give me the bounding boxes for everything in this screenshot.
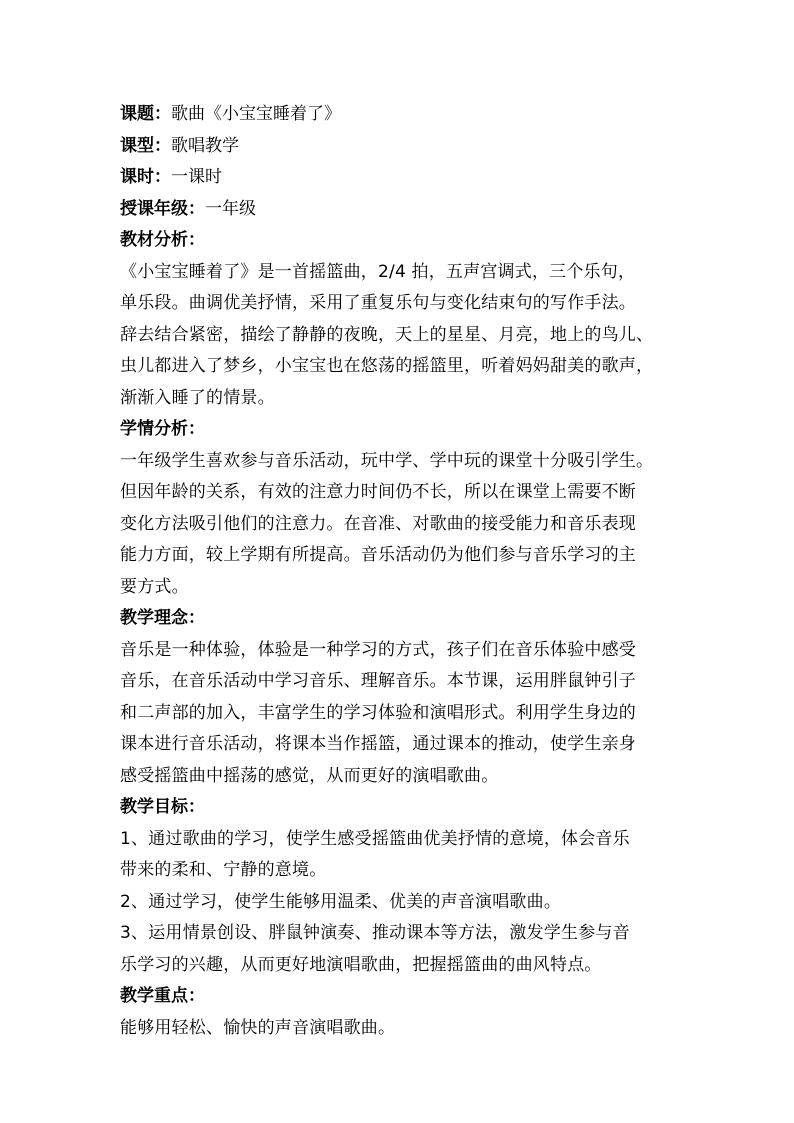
paragraph-line: 一年级学生喜欢参与音乐活动，玩中学、学中玩的课堂十分吸引学生。 bbox=[120, 450, 654, 471]
section-body-keypoints bbox=[120, 1013, 680, 1045]
paragraph-line: 音乐，在音乐活动中学习音乐、理解音乐。本节课，运用胖鼠钟引子 bbox=[120, 671, 636, 691]
paragraph-line: 能力方面，较上学期有所提高。音乐活动仍为他们参与音乐学习的主 bbox=[120, 545, 636, 565]
paragraph-line: 但因年龄的关系，有效的注意力时间仍不长，所以在课堂上需要不断 bbox=[120, 482, 636, 502]
section-body-material bbox=[120, 257, 680, 415]
paragraph-line: 带来的柔和、宁静的意境。 bbox=[120, 860, 327, 880]
paragraph-line: 要方式。 bbox=[120, 576, 189, 597]
section-heading-goals: 教学目标： bbox=[120, 797, 205, 817]
section-body-philosophy bbox=[120, 635, 680, 793]
section-body-students bbox=[120, 446, 680, 604]
section-heading-material: 教材分析： bbox=[120, 230, 205, 250]
section-heading-students: 学情分析： bbox=[120, 419, 205, 439]
paragraph-line: 单乐段。曲调优美抒情，采用了重复乐句与变化结束句的写作手法。 bbox=[120, 293, 636, 313]
meta-topic bbox=[120, 99, 680, 131]
paragraph-line: 音乐是一种体验，体验是一种学习的方式，孩子们在音乐体验中感受 bbox=[120, 639, 636, 660]
paragraph-line: 3、运用情景创设、胖鼠钟演奏、推动课本等方法，激发学生参与音 bbox=[120, 923, 630, 943]
meta-grade bbox=[120, 194, 680, 226]
paragraph-line: 变化方法吸引他们的注意力。在音准、对歌曲的接受能力和音乐表现 bbox=[120, 513, 636, 534]
lesson-plan-body bbox=[120, 99, 680, 1044]
meta-type bbox=[120, 131, 680, 163]
paragraph-line: 《小宝宝睡着了》是一首摇篮曲，2/4 拍，五声宫调式，三个乐句， bbox=[120, 261, 636, 282]
section-heading-keypoints: 教学重点： bbox=[120, 986, 205, 1006]
meta-period bbox=[120, 162, 680, 194]
meta-topic-value: 歌曲《小宝宝睡着了》 bbox=[171, 104, 341, 124]
meta-grade-value: 一年级 bbox=[205, 198, 256, 219]
paragraph-line: 虫儿都进入了梦乡，小宝宝也在悠荡的摇篮里，听着妈妈甜美的歌声， bbox=[120, 356, 654, 376]
meta-type-value: 歌唱教学 bbox=[171, 135, 239, 156]
paragraph-line: 能够用轻松、愉快的声音演唱歌曲。 bbox=[120, 1017, 396, 1038]
paragraph-line: 辞去结合紧密，描绘了静静的夜晚，天上的星星、月亮，地上的鸟儿、 bbox=[120, 324, 654, 345]
meta-period-value: 一课时 bbox=[171, 167, 222, 187]
meta-type-label: 课型： bbox=[120, 135, 171, 156]
paragraph-line: 渐渐入睡了的情景。 bbox=[120, 387, 275, 408]
meta-topic-label: 课题： bbox=[120, 104, 171, 124]
meta-grade-label: 授课年级： bbox=[120, 198, 205, 219]
paragraph-line: 2、通过学习，使学生能够用温柔、优美的声音演唱歌曲。 bbox=[120, 891, 562, 912]
paragraph-line: 1、通过歌曲的学习，使学生感受摇篮曲优美抒情的意境，体会音乐 bbox=[120, 828, 630, 849]
section-body-goals bbox=[120, 824, 680, 982]
meta-period-label: 课时： bbox=[120, 167, 171, 187]
paragraph-line: 和二声部的加入，丰富学生的学习体验和演唱形式。利用学生身边的 bbox=[120, 702, 636, 723]
paragraph-line: 乐学习的兴趣，从而更好地演唱歌曲，把握摇篮曲的曲风特点。 bbox=[120, 954, 602, 975]
section-heading-philosophy: 教学理念： bbox=[120, 608, 205, 628]
paragraph-line: 感受摇篮曲中摇荡的感觉，从而更好的演唱歌曲。 bbox=[120, 765, 499, 786]
paragraph-line: 课本进行音乐活动，将课本当作摇篮，通过课本的推动，使学生亲身 bbox=[120, 734, 636, 754]
